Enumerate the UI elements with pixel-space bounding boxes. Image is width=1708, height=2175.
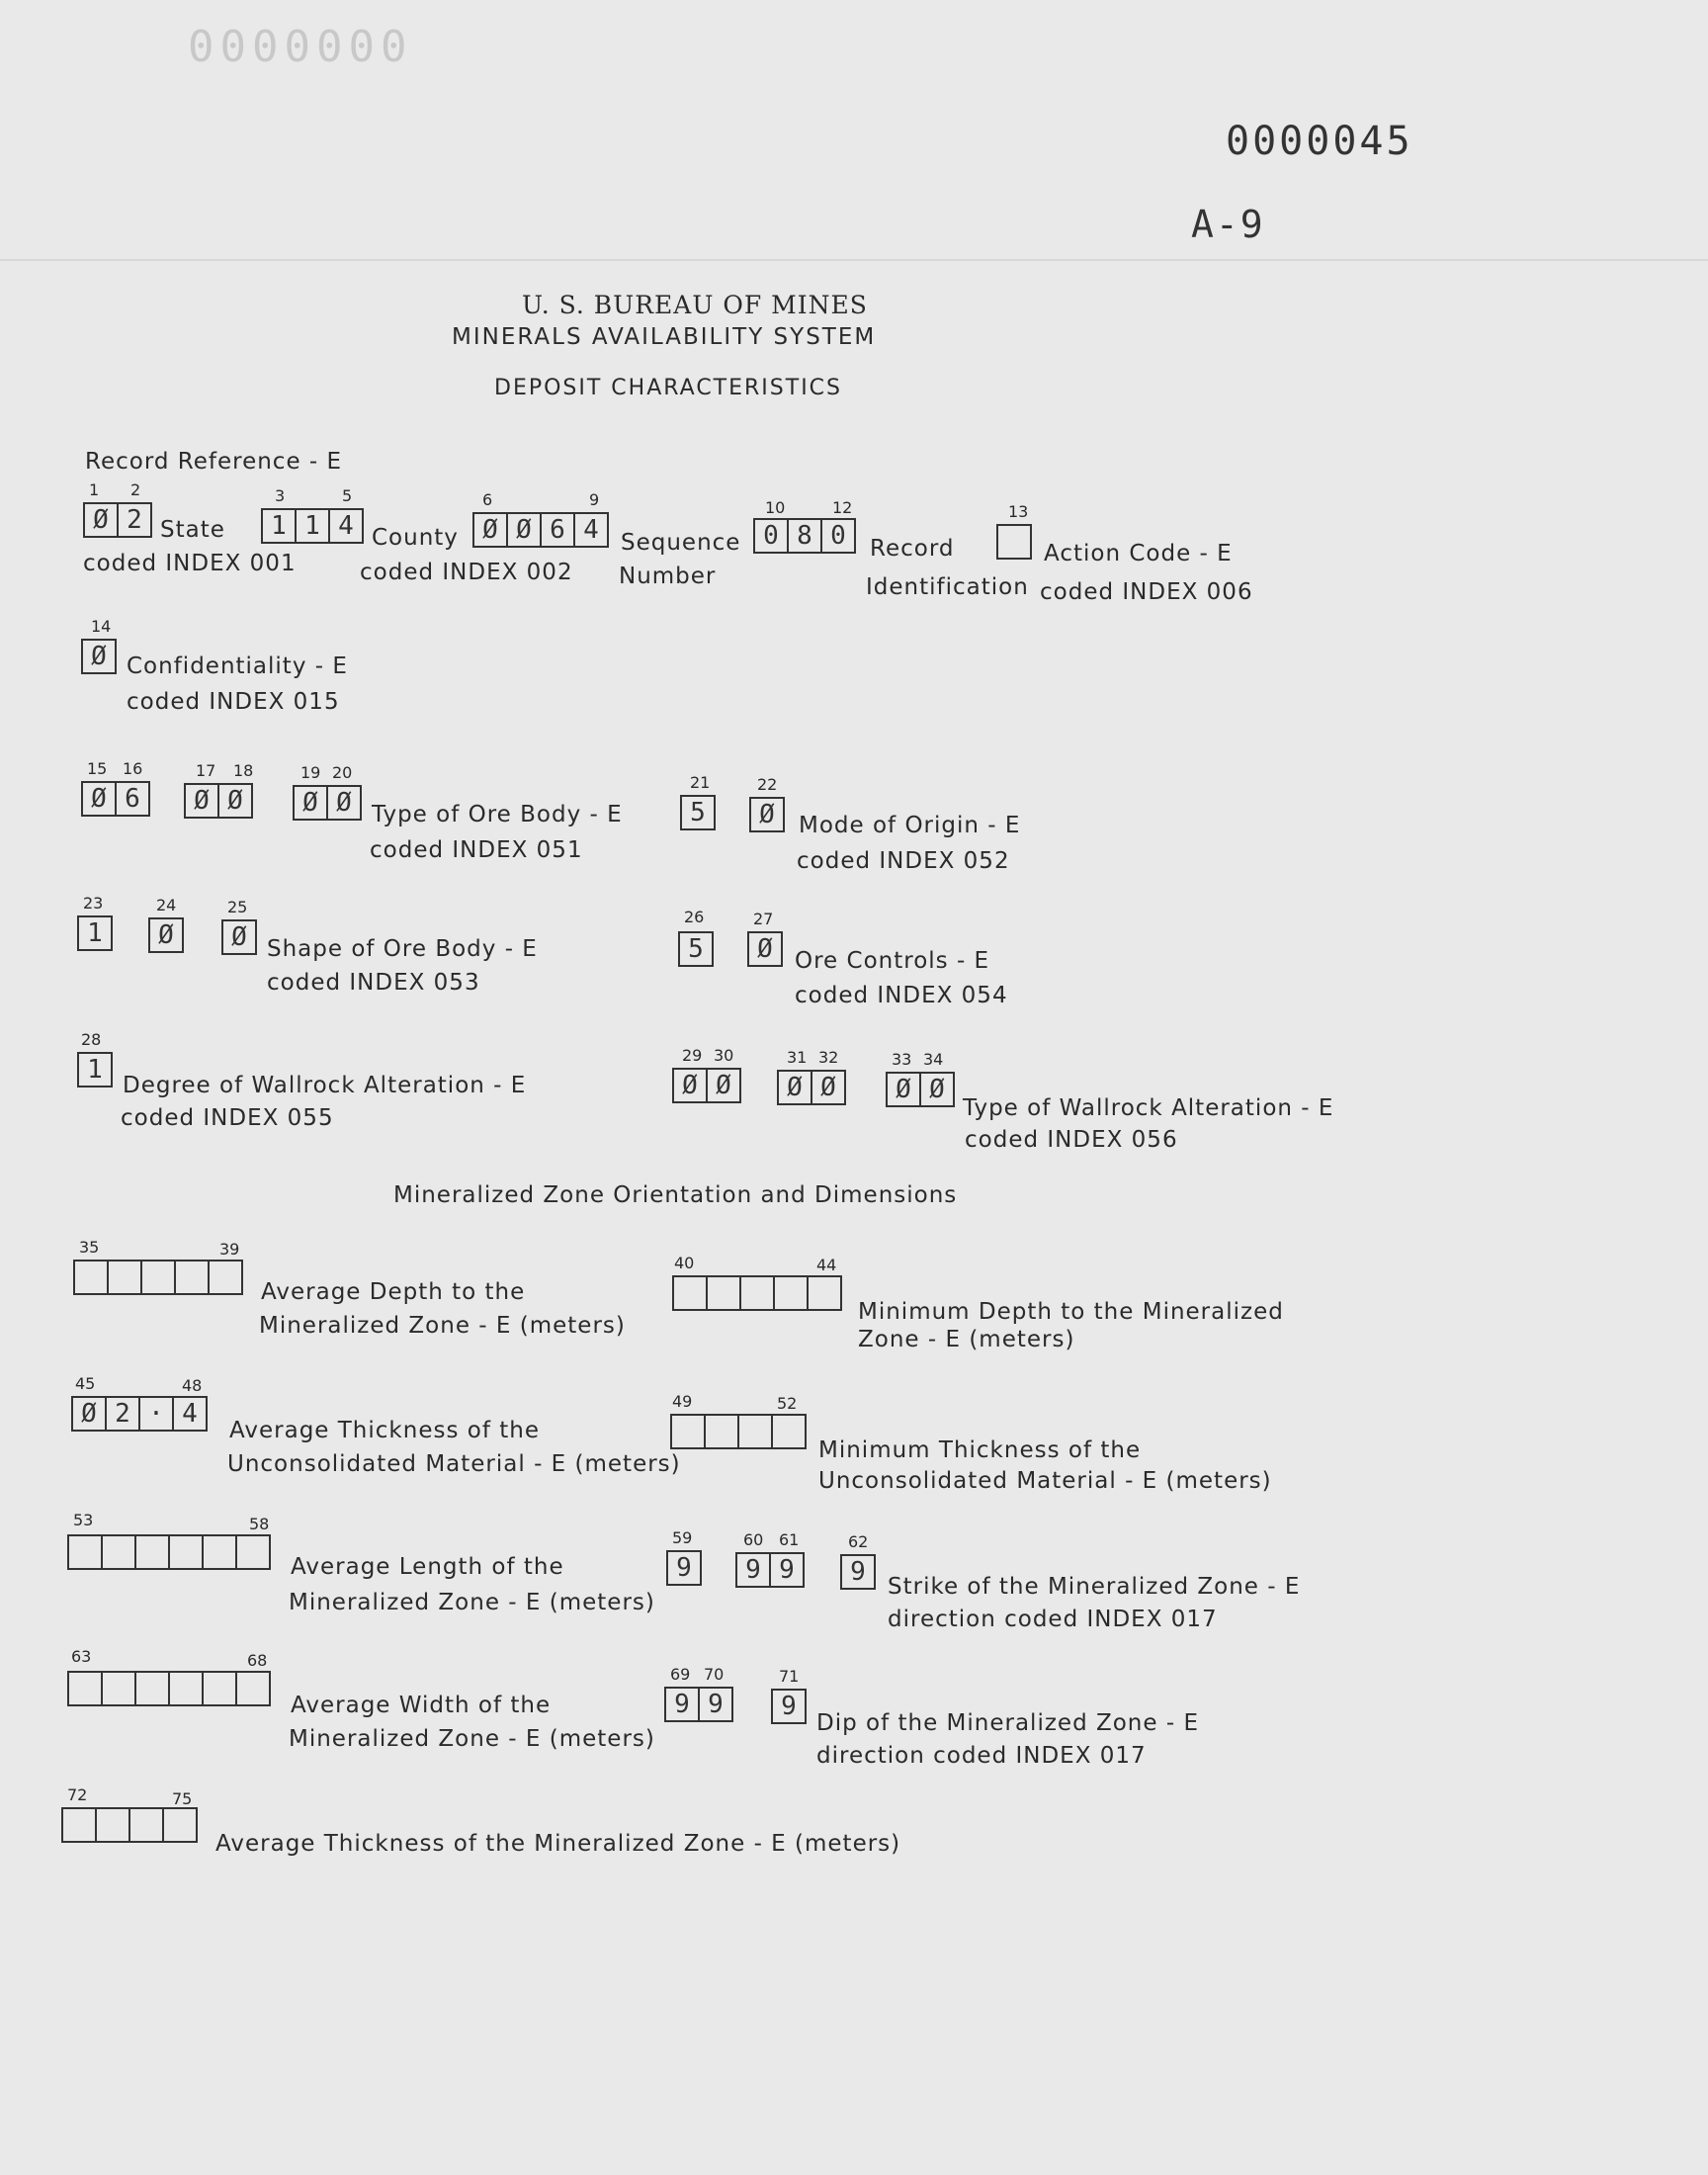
strike-box-1[interactable] <box>666 1550 702 1586</box>
col-number: 13 <box>1008 502 1029 521</box>
entry-cell[interactable] <box>170 1673 204 1704</box>
state-index-label: coded INDEX 001 <box>83 551 297 576</box>
ore-body-shape-box-1[interactable] <box>77 915 113 951</box>
col-number: 18 <box>233 761 254 780</box>
entry-cell[interactable]: 9 <box>737 1554 771 1586</box>
wallrock-type-index-label: coded INDEX 056 <box>965 1127 1178 1153</box>
col-number: 58 <box>249 1515 270 1533</box>
col-number: 70 <box>704 1665 725 1684</box>
entry-cell[interactable] <box>775 1277 809 1309</box>
record-id-boxes[interactable] <box>753 518 856 554</box>
entry-cell[interactable]: Ø <box>83 783 117 815</box>
confidentiality-label: Confidentiality - E <box>127 653 348 679</box>
entry-cell[interactable] <box>103 1536 136 1568</box>
document-stamp-number: 0000045 <box>1226 119 1413 164</box>
sequence-number-label: Number <box>619 564 717 589</box>
min-thickness-unconsolidated-boxes[interactable] <box>670 1414 807 1449</box>
ore-controls-box-2[interactable] <box>747 931 783 967</box>
col-number: 21 <box>690 773 711 792</box>
entry-cell[interactable] <box>706 1416 739 1447</box>
col-number: 63 <box>71 1647 92 1666</box>
col-number: 34 <box>923 1050 944 1069</box>
avg-thickness-zone-label: Average Thickness of the Mineralized Zone - E (meters) <box>215 1831 901 1857</box>
avg-thickness-zone-boxes[interactable] <box>61 1807 198 1843</box>
col-number: 44 <box>816 1256 837 1274</box>
agency-title: U. S. BUREAU OF MINES <box>522 291 868 319</box>
min-depth-label: Minimum Depth to the Mineralized <box>858 1299 1284 1325</box>
col-number: 60 <box>743 1530 764 1549</box>
entry-cell[interactable]: 1 <box>263 510 297 542</box>
col-number: 20 <box>332 763 353 782</box>
mode-of-origin-label: Mode of Origin - E <box>799 813 1021 838</box>
wallrock-degree-index-label: coded INDEX 055 <box>121 1105 334 1131</box>
min-thickness-unconsolidated-label-2: Unconsolidated Material - E (meters) <box>818 1468 1272 1494</box>
col-number: 12 <box>832 498 853 517</box>
entry-cell[interactable] <box>809 1277 840 1309</box>
entry-cell[interactable]: Ø <box>929 1075 945 1104</box>
col-number: 45 <box>75 1374 96 1393</box>
entry-cell[interactable]: Ø <box>757 934 773 964</box>
county-index-label: coded INDEX 002 <box>360 560 573 585</box>
col-number: 31 <box>787 1048 808 1067</box>
entry-cell[interactable]: 1 <box>87 1055 103 1085</box>
col-number: 16 <box>123 759 143 778</box>
entry-cell[interactable] <box>75 1262 109 1293</box>
entry-cell[interactable]: 4 <box>182 1399 198 1429</box>
action-code-box[interactable] <box>996 524 1032 560</box>
entry-cell[interactable] <box>103 1673 136 1704</box>
ore-controls-label: Ore Controls - E <box>795 948 990 974</box>
col-number: 40 <box>674 1254 695 1272</box>
mode-of-origin-box-2[interactable] <box>749 797 785 832</box>
entry-cell[interactable]: 2 <box>127 505 142 535</box>
min-depth-boxes[interactable] <box>672 1275 842 1311</box>
min-thickness-unconsolidated-label: Minimum Thickness of the <box>818 1437 1142 1463</box>
wallrock-type-label: Type of Wallrock Alteration - E <box>963 1095 1334 1121</box>
page-id: A-9 <box>1191 203 1265 246</box>
entry-cell[interactable]: Ø <box>336 788 352 818</box>
col-number: 32 <box>818 1048 839 1067</box>
entry-cell[interactable]: 9 <box>779 1555 795 1585</box>
col-number: 69 <box>670 1665 691 1684</box>
entry-cell[interactable] <box>69 1536 103 1568</box>
entry-cell[interactable] <box>204 1536 237 1568</box>
col-number: 29 <box>682 1046 703 1065</box>
ore-body-type-index-label: coded INDEX 051 <box>370 837 583 863</box>
col-number: 10 <box>765 498 786 517</box>
entry-cell[interactable] <box>142 1262 176 1293</box>
avg-width-label: Average Width of the <box>291 1693 552 1718</box>
entry-cell[interactable]: Ø <box>820 1073 836 1102</box>
entry-cell[interactable]: Ø <box>716 1071 731 1100</box>
entry-cell[interactable]: 9 <box>708 1690 724 1719</box>
record-reference-title: Record Reference - E <box>85 449 343 475</box>
entry-cell[interactable] <box>130 1809 164 1841</box>
record-identification-label: Identification <box>866 574 1029 600</box>
mode-of-origin-index-label: coded INDEX 052 <box>797 848 1010 874</box>
col-number: 61 <box>779 1530 800 1549</box>
faded-number: 0000000 <box>188 22 413 72</box>
entry-cell[interactable]: 9 <box>676 1553 692 1583</box>
col-number: 59 <box>672 1528 693 1547</box>
ore-controls-index-label: coded INDEX 054 <box>795 983 1008 1008</box>
col-number: 26 <box>684 908 705 926</box>
col-number: 28 <box>81 1030 102 1049</box>
avg-depth-label: Average Depth to the <box>261 1279 526 1305</box>
record-label: Record <box>870 536 955 562</box>
entry-cell[interactable]: 4 <box>338 511 354 541</box>
col-number: 33 <box>892 1050 912 1069</box>
entry-cell[interactable]: Ø <box>759 800 775 829</box>
ore-body-shape-label: Shape of Ore Body - E <box>267 936 538 962</box>
col-number: 24 <box>156 896 177 914</box>
entry-cell[interactable]: 8 <box>789 520 822 552</box>
col-number: 3 <box>275 486 286 505</box>
col-number: 17 <box>196 761 216 780</box>
wallrock-degree-box[interactable] <box>77 1052 113 1088</box>
entry-cell[interactable] <box>741 1277 775 1309</box>
col-number: 75 <box>172 1789 193 1808</box>
entry-cell[interactable] <box>63 1809 97 1841</box>
dip-index-label: direction coded INDEX 017 <box>816 1743 1147 1769</box>
entry-cell[interactable]: 1 <box>297 510 330 542</box>
dip-label: Dip of the Mineralized Zone - E <box>816 1710 1199 1736</box>
ore-body-shape-index-label: coded INDEX 053 <box>267 970 480 996</box>
entry-cell[interactable] <box>773 1416 805 1447</box>
col-number: 48 <box>182 1376 203 1395</box>
entry-cell[interactable]: 6 <box>542 514 575 546</box>
entry-cell[interactable]: 0 <box>830 521 846 551</box>
confidentiality-index-label: coded INDEX 015 <box>127 689 340 715</box>
col-number: 22 <box>757 775 778 794</box>
entry-cell[interactable]: Ø <box>158 920 174 950</box>
entry-cell[interactable]: 9 <box>850 1557 866 1587</box>
sequence-number-boxes[interactable] <box>472 512 609 548</box>
entry-cell[interactable]: Ø <box>779 1072 812 1103</box>
avg-length-label: Average Length of the <box>291 1554 564 1580</box>
entry-cell[interactable] <box>97 1809 130 1841</box>
entry-cell[interactable]: 9 <box>781 1692 797 1721</box>
entry-cell[interactable] <box>69 1673 103 1704</box>
col-number: 62 <box>848 1532 869 1551</box>
ore-controls-box-1[interactable] <box>678 931 714 967</box>
state-label: State <box>160 517 225 543</box>
entry-cell[interactable]: 5 <box>688 934 704 964</box>
entry-cell[interactable]: 4 <box>583 515 599 545</box>
avg-length-label-2: Mineralized Zone - E (meters) <box>289 1590 655 1615</box>
entry-cell[interactable]: Ø <box>227 786 243 816</box>
entry-cell[interactable]: Ø <box>474 514 508 546</box>
strike-label: Strike of the Mineralized Zone - E <box>888 1574 1301 1600</box>
avg-thickness-unconsolidated-label-2: Unconsolidated Material - E (meters) <box>227 1451 681 1477</box>
wallrock-type-boxes-1[interactable] <box>672 1068 741 1103</box>
ore-body-type-boxes-3[interactable] <box>293 785 362 821</box>
entry-cell[interactable]: Ø <box>73 1398 107 1430</box>
avg-width-boxes[interactable] <box>67 1671 271 1706</box>
sequence-label: Sequence <box>621 530 741 556</box>
col-number: 49 <box>672 1392 693 1411</box>
zone-section-title: Mineralized Zone Orientation and Dimensions <box>393 1182 958 1208</box>
col-number: 9 <box>589 490 600 509</box>
ore-body-type-boxes-2[interactable] <box>184 783 253 819</box>
col-number: 35 <box>79 1238 100 1257</box>
entry-cell[interactable] <box>136 1536 170 1568</box>
entry-cell[interactable] <box>739 1416 773 1447</box>
entry-cell[interactable] <box>109 1262 142 1293</box>
confidentiality-box[interactable] <box>81 639 117 674</box>
strike-box-3[interactable] <box>840 1554 876 1590</box>
entry-cell[interactable] <box>204 1673 237 1704</box>
entry-cell[interactable]: Ø <box>888 1074 921 1105</box>
entry-cell[interactable] <box>674 1277 708 1309</box>
ore-body-type-boxes-1[interactable] <box>81 781 150 817</box>
wallrock-type-boxes-3[interactable] <box>886 1072 955 1107</box>
entry-cell[interactable]: 1 <box>87 918 103 948</box>
ore-body-type-label: Type of Ore Body - E <box>372 802 623 827</box>
col-number: 19 <box>300 763 321 782</box>
entry-cell[interactable]: Ø <box>231 922 247 952</box>
col-number: 25 <box>227 898 248 916</box>
col-number: 68 <box>247 1651 268 1670</box>
col-number: 23 <box>83 894 104 913</box>
entry-cell[interactable] <box>164 1809 196 1841</box>
ore-body-shape-box-2[interactable] <box>148 917 184 953</box>
col-number: 5 <box>342 486 353 505</box>
col-number: 39 <box>219 1240 240 1259</box>
col-number: 30 <box>714 1046 734 1065</box>
avg-thickness-unconsolidated-label: Average Thickness of the <box>229 1418 540 1443</box>
entry-cell[interactable] <box>210 1262 241 1293</box>
action-code-index-label: coded INDEX 006 <box>1040 579 1253 605</box>
wallrock-degree-label: Degree of Wallrock Alteration - E <box>123 1073 527 1098</box>
entry-cell[interactable] <box>998 526 1030 558</box>
entry-cell[interactable] <box>237 1536 269 1568</box>
strike-index-label: direction coded INDEX 017 <box>888 1607 1218 1632</box>
mode-of-origin-box-1[interactable] <box>680 795 716 830</box>
ore-body-shape-box-3[interactable] <box>221 919 257 955</box>
avg-width-label-2: Mineralized Zone - E (meters) <box>289 1726 655 1752</box>
entry-cell[interactable]: Ø <box>295 787 328 819</box>
entry-cell[interactable] <box>136 1673 170 1704</box>
county-label: County <box>372 525 459 551</box>
entry-cell[interactable]: 5 <box>690 798 706 827</box>
entry-cell[interactable]: 0 <box>755 520 789 552</box>
scan-fold-line <box>0 259 1708 261</box>
entry-cell[interactable]: 6 <box>125 784 140 814</box>
col-number: 2 <box>130 480 141 499</box>
col-number: 27 <box>753 910 774 928</box>
avg-length-boxes[interactable] <box>67 1534 271 1570</box>
avg-depth-boxes[interactable] <box>73 1260 243 1295</box>
col-number: 1 <box>89 480 100 499</box>
entry-cell[interactable]: Ø <box>674 1070 708 1101</box>
entry-cell[interactable]: Ø <box>508 514 542 546</box>
entry-cell[interactable] <box>237 1673 269 1704</box>
col-number: 71 <box>779 1667 800 1686</box>
entry-cell[interactable] <box>672 1416 706 1447</box>
system-title: MINERALS AVAILABILITY SYSTEM <box>452 324 877 350</box>
min-depth-label-2: Zone - E (meters) <box>858 1327 1075 1352</box>
col-number: 6 <box>482 490 493 509</box>
state-code-boxes[interactable] <box>83 502 152 538</box>
col-number: 52 <box>777 1394 798 1413</box>
avg-depth-label-2: Mineralized Zone - E (meters) <box>259 1313 626 1339</box>
entry-cell[interactable] <box>170 1536 204 1568</box>
avg-thickness-unconsolidated-boxes[interactable] <box>71 1396 208 1432</box>
entry-cell[interactable]: 9 <box>666 1689 700 1720</box>
county-code-boxes[interactable] <box>261 508 364 544</box>
form-title: DEPOSIT CHARACTERISTICS <box>494 376 843 400</box>
strike-boxes-2[interactable] <box>735 1552 805 1588</box>
col-number: 14 <box>91 617 112 636</box>
entry-cell[interactable]: Ø <box>91 642 107 671</box>
entry-cell[interactable]: · <box>140 1398 174 1430</box>
entry-cell[interactable]: 2 <box>107 1398 140 1430</box>
dip-boxes-1[interactable] <box>664 1687 733 1722</box>
col-number: 72 <box>67 1785 88 1804</box>
col-number: 15 <box>87 759 108 778</box>
wallrock-type-boxes-2[interactable] <box>777 1070 846 1105</box>
entry-cell[interactable]: Ø <box>186 785 219 817</box>
entry-cell[interactable] <box>708 1277 741 1309</box>
action-code-label: Action Code - E <box>1044 541 1233 566</box>
entry-cell[interactable] <box>176 1262 210 1293</box>
entry-cell[interactable]: Ø <box>85 504 119 536</box>
dip-box-2[interactable] <box>771 1689 807 1724</box>
col-number: 53 <box>73 1511 94 1529</box>
